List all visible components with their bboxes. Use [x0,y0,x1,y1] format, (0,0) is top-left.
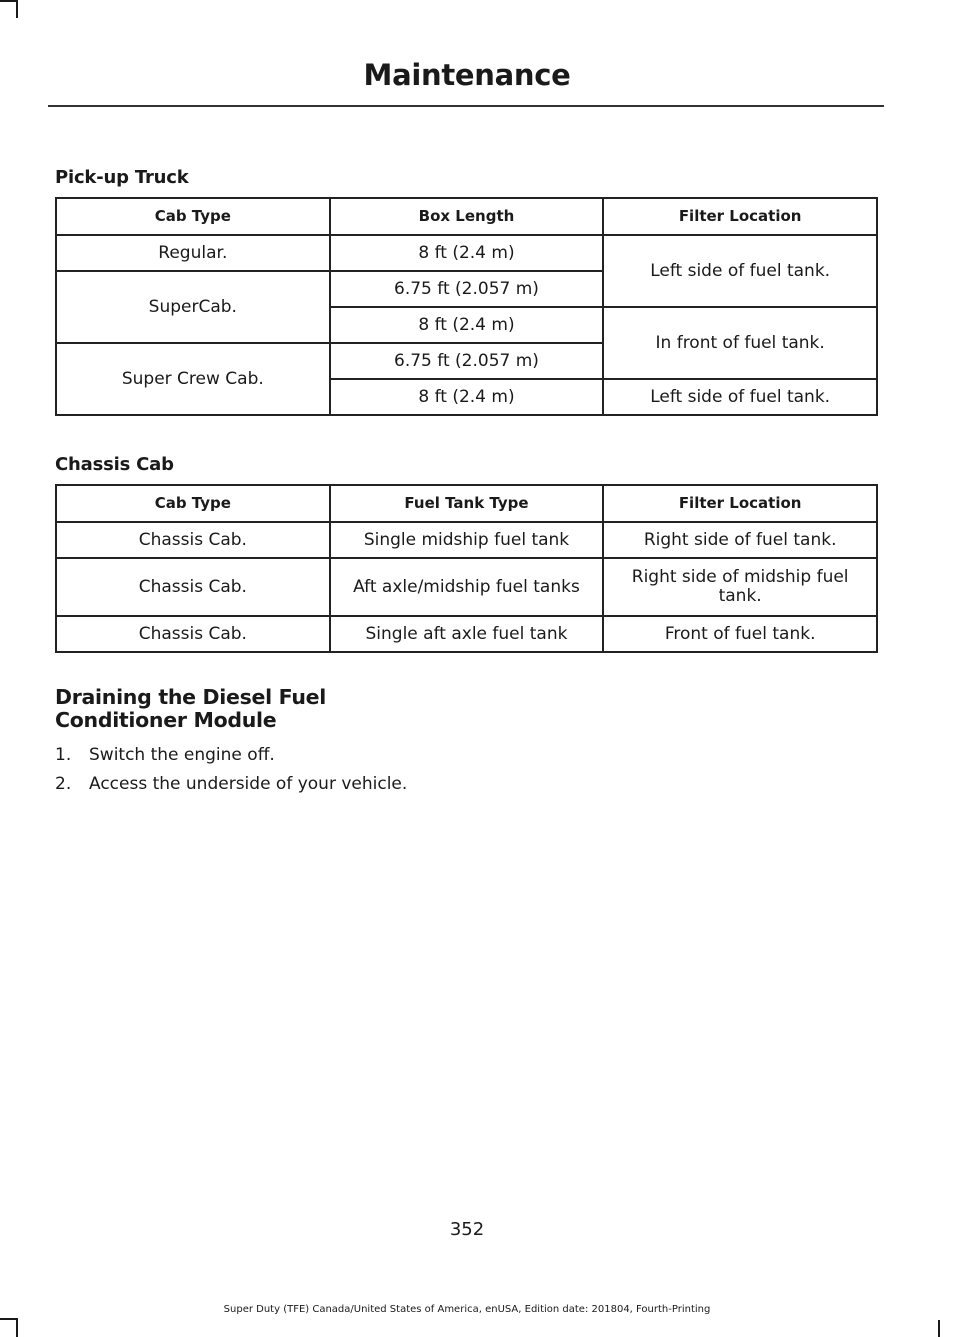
cell-box-length: 6.75 ft (2.057 m) [330,271,604,307]
page-number: 352 [449,1219,485,1240]
draining-heading-line1: Draining the Diesel Fuel [55,685,326,709]
col-header-cab-type: Cab Type [56,198,330,235]
step-number: 1. [55,745,72,765]
step-text: Access the underside of your vehicle. [89,774,408,794]
cell-filter-location: Front of fuel tank. [603,616,877,652]
table-row [56,558,877,616]
cell-fuel-tank-type: Single aft axle fuel tank [330,616,604,652]
table-row [56,522,877,558]
cell-filter-location: Left side of fuel tank. [603,379,877,415]
col-header-filter-location: Filter Location [603,198,877,235]
cell-cab-type: Super Crew Cab. [56,343,330,415]
table-header-row [56,198,877,235]
cell-box-length: 8 ft (2.4 m) [330,307,604,343]
chassis-heading: Chassis Cab [55,454,174,475]
draining-steps [55,745,407,803]
cell-fuel-tank-type: Single midship fuel tank [330,522,604,558]
crop-mark-top-left-vertical [16,0,18,18]
cell-box-length: 8 ft (2.4 m) [330,235,604,271]
pickup-heading: Pick-up Truck [55,167,189,188]
step-number: 2. [55,774,72,794]
col-header-fuel-tank-type: Fuel Tank Type [330,485,604,522]
cell-filter-location: Right side of midship fuel tank. [603,558,877,616]
cell-box-length: 6.75 ft (2.057 m) [330,343,604,379]
table-row [56,235,877,271]
step-text: Switch the engine off. [89,745,275,765]
title-divider [48,105,884,107]
cell-filter-location: Right side of fuel tank. [603,522,877,558]
col-header-cab-type: Cab Type [56,485,330,522]
cell-cab-type: Chassis Cab. [56,558,330,616]
crop-mark-bottom-left-vertical [16,1318,18,1337]
cell-cab-type: Chassis Cab. [56,616,330,652]
list-item [55,774,407,803]
cell-box-length: 8 ft (2.4 m) [330,379,604,415]
col-header-box-length: Box Length [330,198,604,235]
chassis-table [55,484,878,653]
crop-mark-bottom-right-vertical [938,1320,940,1337]
cell-filter-location: Left side of fuel tank. [603,235,877,307]
cell-cab-type: Chassis Cab. [56,522,330,558]
table-row [56,616,877,652]
col-header-filter-location: Filter Location [603,485,877,522]
draining-heading [55,686,326,732]
cell-cab-type: SuperCab. [56,271,330,343]
page-title: Maintenance [363,58,571,92]
cell-filter-location: In front of fuel tank. [603,307,877,379]
list-item [55,745,407,774]
cell-cab-type: Regular. [56,235,330,271]
draining-heading-line2: Conditioner Module [55,708,277,732]
cell-fuel-tank-type: Aft axle/midship fuel tanks [330,558,604,616]
footer-edition: Super Duty (TFE) Canada/United States of America, enUSA, Edition date: 201804, Fourth-Printing [223,1304,711,1315]
table-header-row [56,485,877,522]
pickup-table [55,197,878,416]
